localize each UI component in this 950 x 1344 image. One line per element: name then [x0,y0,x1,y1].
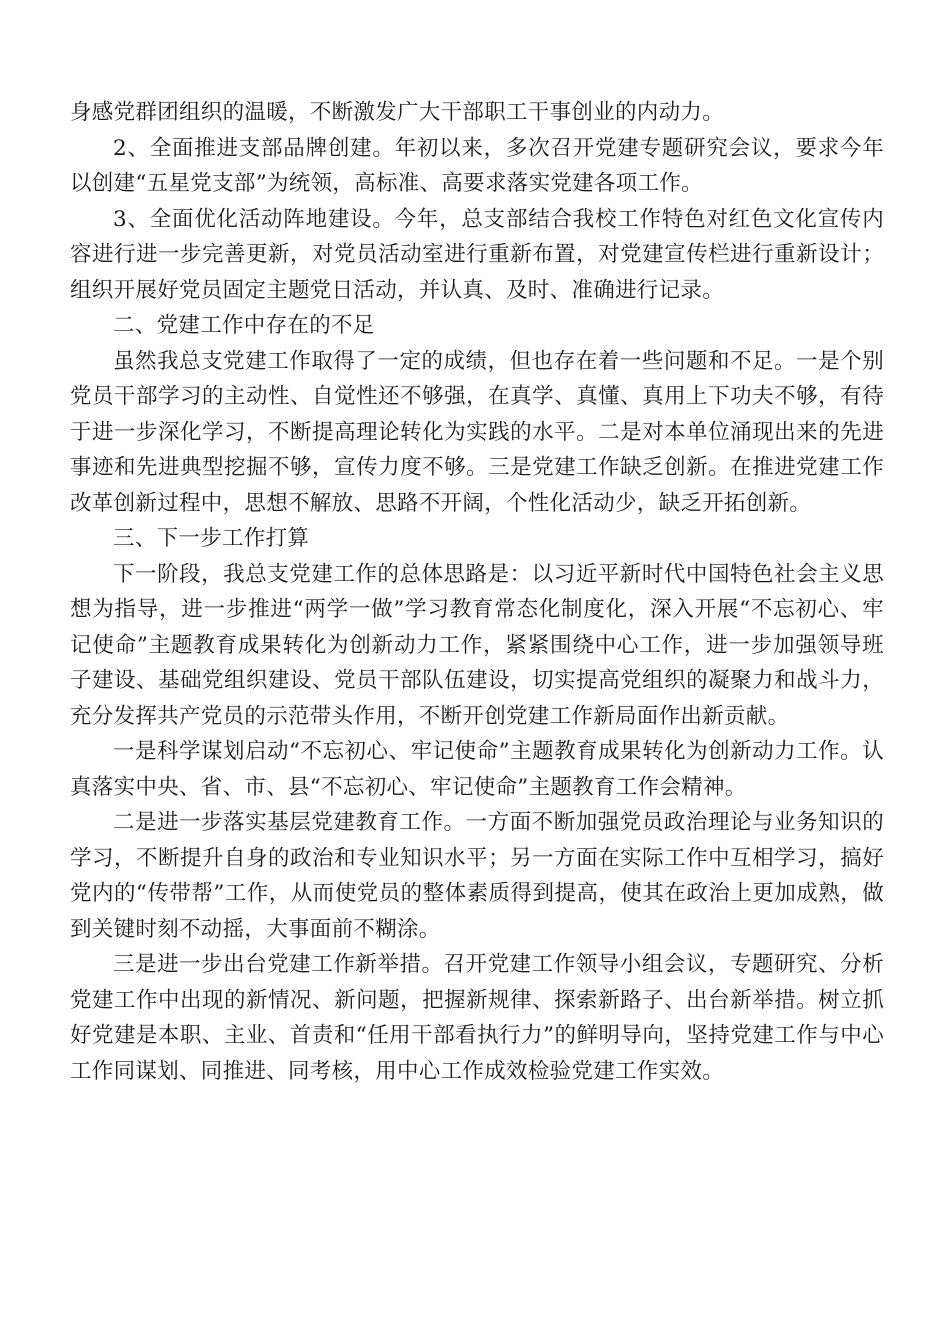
document-body [70,95,884,1089]
body-paragraph-activity-venue: 3、全面优化活动阵地建设。今年，总支部结合我校工作特色对红色文化宣传内容进行进一步完善更新，对党员活动室进行重新布置，对党建宣传栏进行重新设计；组织开展好党员固定主题党日活动，并认真、及时、准确进行记录。 [70,206,884,303]
continuation-paragraph: 身感党群团组织的温暖，不断激发广大干部职工干事创业的内动力。 [70,100,725,125]
body-paragraph-overall-plan: 下一阶段，我总支党建工作的总体思路是：以习近平新时代中国特色社会主义思想为指导，进一步推进“两学一做”学习教育常态化制度化，深入开展“不忘初心、牢记使命”主题教育成果转化为创新动力工作，紧紧围绕中心工作，进一步加强领导班子建设、基础党组织建设、党员干部队伍建设，切实提高党组织的凝聚力和战斗力，充分发挥共产党员的示范带头作用，不断开创党建工作新局面作出新贡献。 [70,561,884,729]
body-paragraph-item-one: 一是科学谋划启动“不忘初心、牢记使命”主题教育成果转化为创新动力工作。认真落实中央、省、市、县“不忘初心、牢记使命”主题教育工作会精神。 [70,739,884,800]
section-heading-next-steps: 三、下一步工作打算 [113,526,310,551]
body-paragraph-shortcomings: 虽然我总支党建工作取得了一定的成绩，但也存在着一些问题和不足。一是个别党员干部学习的主动性、自觉性还不够强，在真学、真懂、真用上下功夫不够，有待于进一步深化学习，不断提高理论转化为实践的水平。二是对本单位涌现出来的先进事迹和先进典型挖掘不够，宣传力度不够。三是党建工作缺乏创新。在推进党建工作改革创新过程中，思想不解放、思路不开阔，个性化活动少，缺乏开拓创新。 [70,348,884,516]
body-paragraph-item-two: 二是进一步落实基层党建教育工作。一方面不断加强党员政治理论与业务知识的学习，不断提升自身的政治和专业知识水平；另一方面在实际工作中互相学习，搞好党内的“传带帮”工作，从而使党员的整体素质得到提高，使其在政治上更加成熟，做到关键时刻不动摇，大事面前不糊涂。 [70,810,884,942]
body-paragraph-item-three: 三是进一步出台党建工作新举措。召开党建工作领导小组会议，专题研究、分析党建工作中出现的新情况、新问题，把握新规律、探索新路子、出台新举措。树立抓好党建是本职、主业、首责和“任用干部看执行力”的鲜明导向，坚持党建工作与中心工作同谋划、同推进、同考核，用中心工作成效检验党建工作实效。 [70,952,884,1084]
section-heading-shortcomings: 二、党建工作中存在的不足 [113,313,375,338]
body-paragraph-brand-building: 2、全面推进支部品牌创建。年初以来，多次召开党建专题研究会议，要求今年以创建“五星党支部”为统领，高标准、高要求落实党建各项工作。 [70,135,884,196]
